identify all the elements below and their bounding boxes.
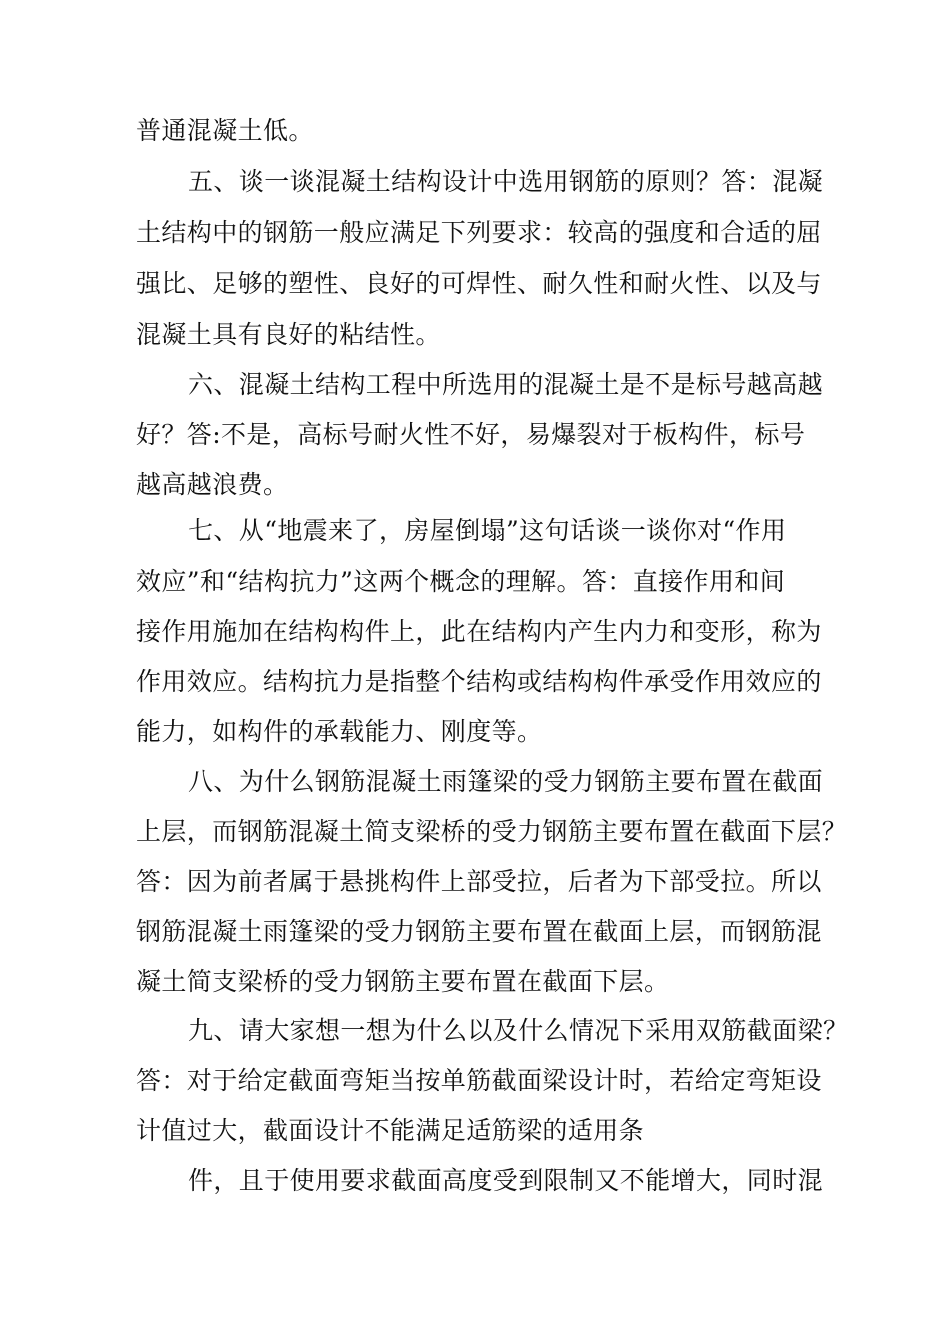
text-line: 钢筋混凝土雨篷梁的受力钢筋主要布置在截面上层，而钢筋混 [136, 917, 822, 946]
text-line: 计值过大，截面设计不能满足适筋梁的适用条 [136, 1116, 645, 1145]
text-line: 六、混凝土结构工程中所选用的混凝土是不是标号越高越 [188, 370, 824, 399]
text-line: 件，且于使用要求截面高度受到限制又不能增大，同时混 [188, 1166, 824, 1195]
text-line: 七、从“地震来了，房屋倒塌”这句话谈一谈你对“作用 [188, 516, 787, 545]
text-line: 能力，如构件的承载能力、刚度等。 [136, 717, 543, 746]
text-line: 强比、足够的塑性、良好的可焊性、耐久性和耐火性、以及与 [136, 269, 822, 298]
text-line: 凝土简支梁桥的受力钢筋主要布置在截面下层。 [136, 967, 670, 996]
text-line: 八、为什么钢筋混凝土雨篷梁的受力钢筋主要布置在截面 [188, 767, 824, 796]
text-line: 答：对于给定截面弯矩当按单筋截面梁设计时，若给定弯矩设 [136, 1066, 822, 1095]
text-line: 混凝土具有良好的粘结性。 [136, 320, 441, 349]
text-line: 越高越浪费。 [136, 470, 289, 499]
text-line: 土结构中的钢筋一般应满足下列要求：较高的强度和合适的屈 [136, 218, 822, 247]
text-line: 五、谈一谈混凝土结构设计中选用钢筋的原则？答：混凝 [188, 167, 824, 196]
text-line: 上层，而钢筋混凝土简支梁桥的受力钢筋主要布置在截面下层？ [136, 817, 848, 846]
text-line: 九、请大家想一想为什么以及什么情况下采用双筋截面梁？ [188, 1016, 849, 1045]
text-line: 作用效应。结构抗力是指整个结构或结构构件承受作用效应的 [136, 667, 822, 696]
text-line: 普通混凝土低。 [136, 116, 314, 145]
text-line: 答：因为前者属于悬挑构件上部受拉，后者为下部受拉。所以 [136, 867, 822, 896]
text-line: 接作用施加在结构构件上，此在结构内产生内力和变形，称为 [136, 617, 822, 646]
text-line: 好？答:不是，高标号耐火性不好，易爆裂对于板构件，标号 [136, 420, 806, 449]
text-line: 效应”和“结构抗力”这两个概念的理解。答：直接作用和间 [136, 567, 786, 596]
